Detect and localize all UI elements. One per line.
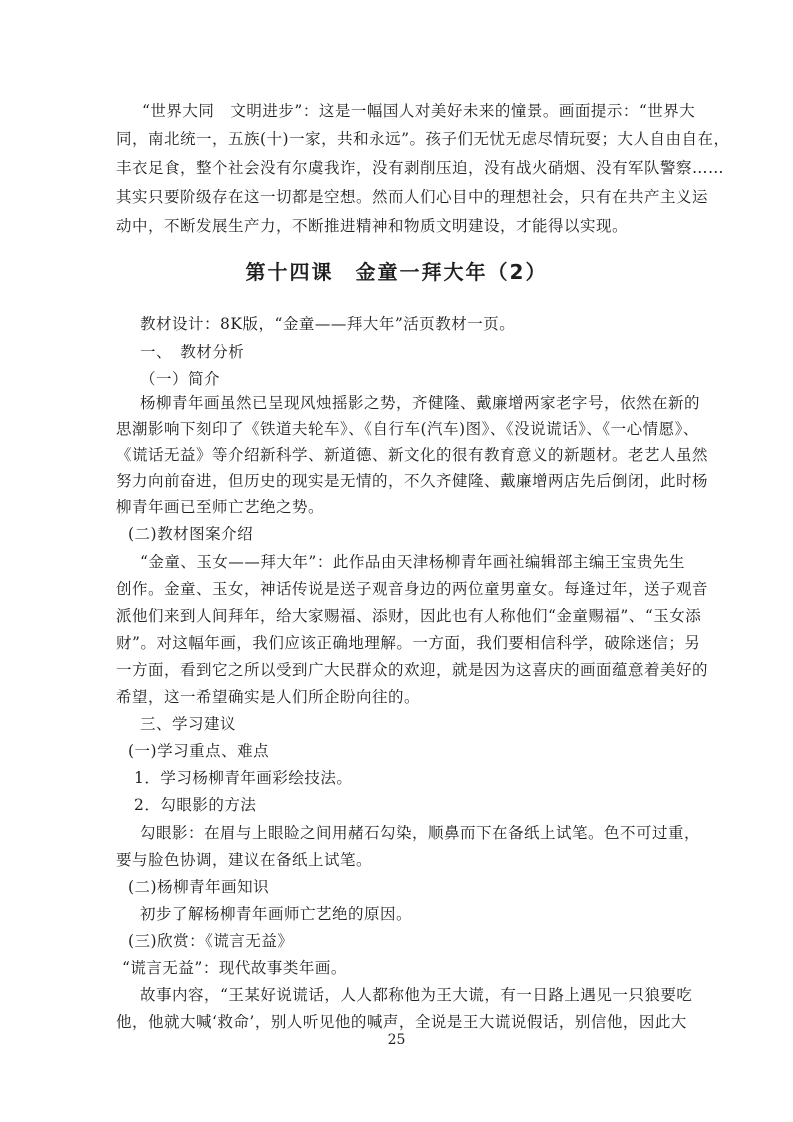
subheading-appreciation: (三)欣赏：《谎言无益》 [128,932,294,950]
text-line: “金童、玉女——拜大年”：此作品由天津杨柳青年画社编辑部主编王宝贵先生 [140,553,685,571]
key-point-1: 1．学习杨柳青年画彩绘技法。 [134,769,353,787]
text-line: “世界大同 文明进步”：这是一幅国人对美好未来的憧景。画面提示：“世界大 [142,102,696,120]
text-line: 其实只要阶级存在这一切都是空想。然而人们心目中的理想社会，只有在共产主义运 [116,188,709,206]
subheading-knowledge: (二)杨柳青年画知识 [128,878,270,896]
material-design-line: 教材设计：8K版，“金童——拜大年”活页教材一页。 [140,315,516,333]
text-line: 同，南北统一，五族(十)一家，共和永远”。孩子们无忧无虑尽情玩耍；大人自由自在， [116,130,730,148]
page-number: 25 [387,1032,406,1048]
text-line: 勾眼影：在眉与上眼睑之间用赭石勾染，顺鼻而下在备纸上试笔。色不可过重， [140,824,701,842]
text-line: 派他们来到人间拜年，给大家赐福、添财，因此也有人称他们“金童赐福”、“玉女添 [116,607,702,625]
text-line: 希望，这一希望确实是人们所企盼向往的。 [116,688,421,706]
section-heading-suggestions: 三、学习建议 [140,715,237,733]
knowledge-text: 初步了解杨柳青年画师亡艺绝的原因。 [140,905,413,923]
text-line: 财”。对这幅年画，我们应该正确地理解。一方面，我们要相信科学，破除迷信；另 [116,634,701,652]
text-line: 努力向前奋进，但历史的现实是无情的，不久齐健隆、戴廉增两店先后倒闭，此时杨 [116,472,709,490]
text-line: 创作。金童、玉女，神话传说是送子观音身边的两位童男童女。每逢过年，送子观音 [116,580,709,598]
text-line: 动中，不断发展生产力，不断推进精神和物质文明建设，才能得以实现。 [116,217,629,235]
text-line: 一方面，看到它之所以受到广大民群众的欢迎，就是因为这喜庆的画面蕴意着美好的 [116,661,709,679]
text-line: 丰衣足食，整个社会没有尔虞我诈，没有剥削压迫，没有战火硝烟、没有军队警察…… [116,159,725,177]
lesson-title: 第十四课 金童一拜大年（2） [245,260,548,284]
subheading-pattern: (二)教材图案介绍 [128,525,254,543]
text-line: 他，他就大喊‘救命’，别人听见他的喊声，全说是王大谎说假话，别信他，因此大 [116,1013,687,1031]
subheading-intro: （一）简介 [140,370,221,388]
text-line: 杨柳青年画虽然已呈现风烛摇影之势，齐健隆、戴廉增两家老字号，依然在新的 [140,394,701,412]
text-line: 故事内容，“王某好说谎话，人人都称他为王大谎，有一日路上遇见一只狼要吃 [140,986,693,1004]
text-line: 思潮影响下刻印了《铁道夫轮车》、《自行车(汽车)图》、《没说谎话》、《一心情愿》、 [116,420,699,438]
appreciation-text: “谎言无益”：现代故事类年画。 [122,959,347,977]
subheading-key-points: (一)学习重点、难点 [128,742,270,760]
section-heading-analysis: 一、 教材分析 [140,343,245,361]
text-line: 要与脸色协调，建议在备纸上试笔。 [116,851,373,869]
key-point-2: 2．勾眼影的方法 [134,796,257,814]
text-line: 柳青年画已至师亡艺绝之势。 [116,498,325,516]
text-line: 《谎话无益》等介绍新科学、新道德、新文化的很有教育意义的新题材。老艺人虽然 [116,446,709,464]
